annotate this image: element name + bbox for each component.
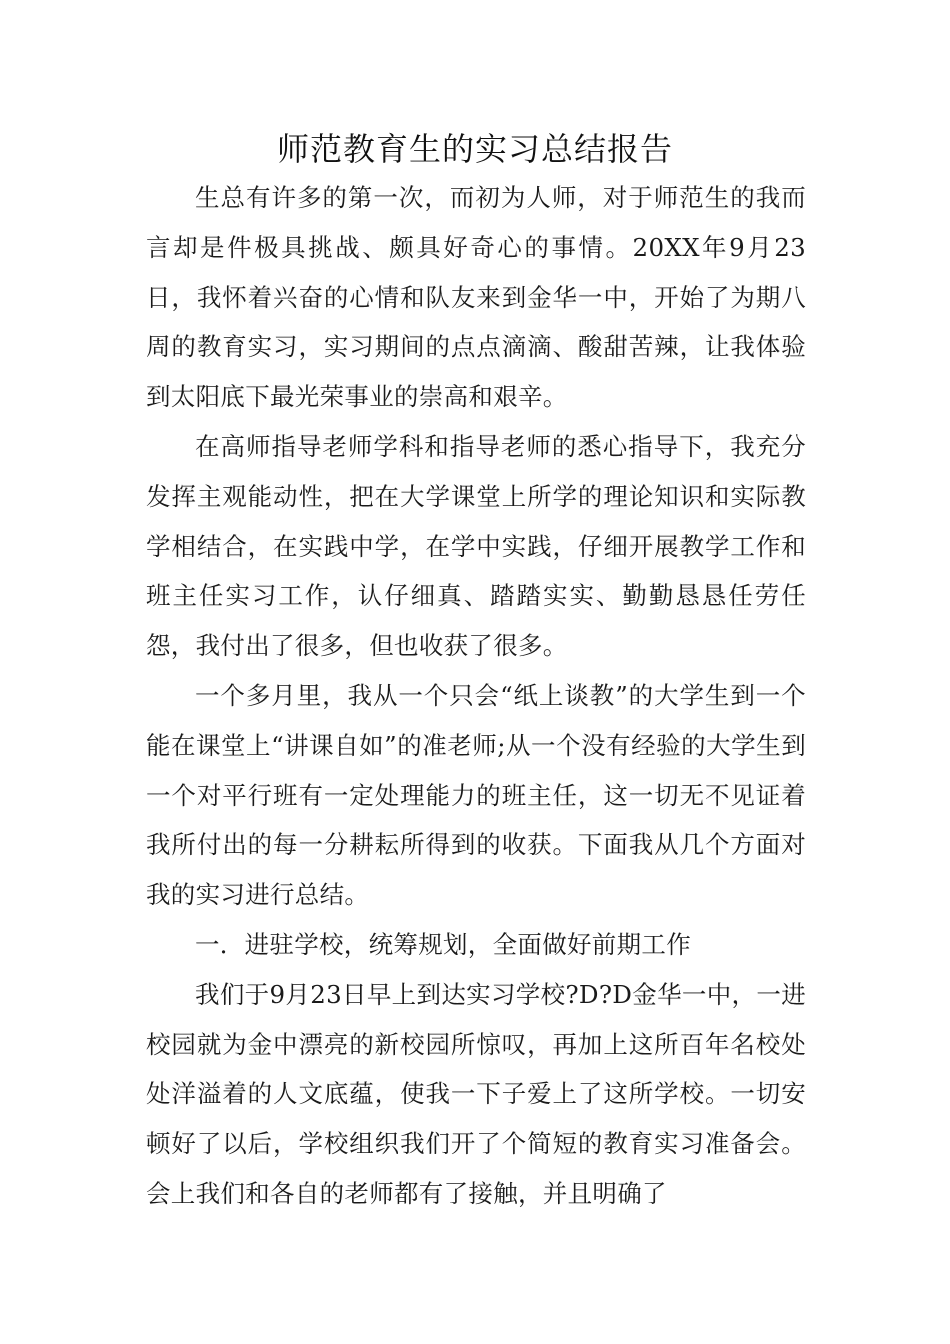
document-body	[146, 173, 806, 1219]
section-heading-1: 一．进驻学校，统筹规划，全面做好前期工作	[195, 929, 691, 959]
document-title: 师范教育生的实习总结报告	[276, 130, 673, 168]
paragraph-intro: 生总有许多的第一次，而初为人师，对于师范生的我而言却是件极具挑战、颇具好奇心的事情。20XX年9月23日，我怀着兴奋的心情和队友来到金华一中，开始了为期八周的教育实习，实习期间的点点滴滴、酸甜苦辣，让我体验到太阳底下最光荣事业的崇高和艰辛。	[146, 183, 806, 412]
paragraph-arrival: 我们于9月23日早上到达实习学校?D?D金华一中，一进校园就为金中漂亮的新校园所惊叹，再加上这所百年名校处处洋溢着的人文底蕴，使我一下子爱上了这所学校。一切安顿好了以后，学校组织我们开了个简短的教育实习准备会。会上我们和各自的老师都有了接触，并且明确了	[146, 979, 806, 1208]
paragraph-growth: 一个多月里，我从一个只会“纸上谈教”的大学生到一个能在课堂上“讲课自如”的准老师;从一个没有经验的大学生到一个对平行班有一定处理能力的班主任，这一切无不见证着我所付出的每一分耕耘所得到的收获。下面我从几个方面对我的实习进行总结。	[146, 680, 806, 910]
paragraph-guidance: 在高师指导老师学科和指导老师的悉心指导下，我充分发挥主观能动性，把在大学课堂上所学的理论知识和实际教学相结合，在实践中学，在学中实践，仔细开展教学工作和班主任实习工作，认仔细真、踏踏实实、勤勤恳恳任劳任怨，我付出了很多，但也收获了很多。	[146, 431, 806, 661]
